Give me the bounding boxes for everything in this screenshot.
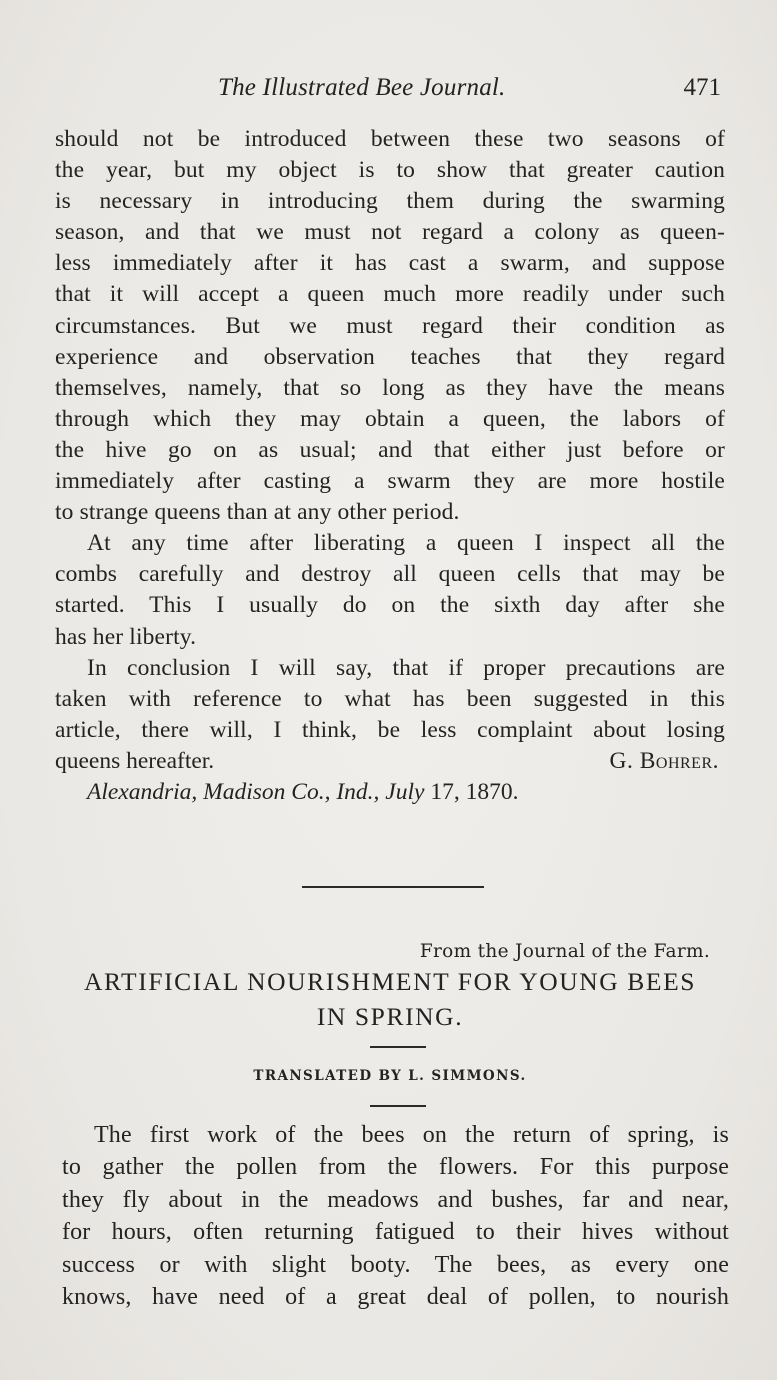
closing-line [55, 746, 725, 777]
dateline [55, 777, 725, 808]
text-line: to gather the pollen from the flowers. For this purpose [62, 1154, 729, 1181]
author-signature: G. Bohrer. [609, 747, 719, 774]
text-line: season, and that we must not regard a colony as queen- [55, 219, 725, 246]
text-line: At any time after liberating a queen I inspect all the [87, 530, 725, 557]
dateline-place: Alexandria, Madison Co., Ind., July [87, 778, 425, 805]
text-line: that it will accept a queen much more readily under such [55, 281, 725, 308]
text-line: immediately after casting a swarm they are more hostile [55, 468, 725, 495]
text-line: is necessary in introducing them during the swarming [55, 188, 725, 215]
article-1-body [55, 124, 725, 808]
text-line: knows, have need of a great deal of pollen, to nourish [62, 1283, 729, 1310]
text-line: started. This I usually do on the sixth day after she [55, 592, 725, 619]
text-line: circumstances. But we must regard their condition as [55, 312, 725, 339]
page-header [55, 74, 725, 106]
text-line: has her liberty. [55, 623, 197, 650]
text-line: success or with slight booty. The bees, as every one [62, 1251, 729, 1278]
text-line: themselves, namely, that so long as they have the means [55, 374, 725, 401]
text-line: taken with reference to what has been suggested in this [55, 685, 725, 712]
article-1-lines [55, 124, 725, 746]
section-divider [302, 886, 484, 888]
text-line: less immediately after it has cast a swarm, and suppose [55, 250, 725, 277]
translator-rule [370, 1105, 426, 1107]
closing-text: queens hereafter. [55, 747, 215, 774]
article-title-line-1: ARTIFICIAL NOURISHMENT FOR YOUNG BEES [83, 967, 697, 996]
text-line: they fly about in the meadows and bushes, far and near, [62, 1186, 729, 1213]
text-line: the year, but my object is to show that greater caution [55, 157, 725, 184]
title-rule [370, 1046, 426, 1048]
running-title: The Illustrated Bee Journal. [218, 74, 506, 101]
text-line: The first work of the bees on the return of spring, is [94, 1122, 729, 1148]
text-line: combs carefully and destroy all queen cells that may be [55, 561, 725, 588]
article-2-body [62, 1119, 729, 1313]
text-line: In conclusion I will say, that if proper precautions are [87, 654, 725, 681]
article-2-lines [62, 1119, 729, 1313]
dateline-date: 17, 1870. [430, 778, 519, 805]
source-attribution: From the Journal of the Farm. [419, 941, 710, 962]
translator-credit: TRANSLATED BY L. SIMMONS. [253, 1068, 527, 1084]
text-line: should not be introduced between these two seasons of [55, 126, 725, 152]
article-title-line-2: IN SPRING. [316, 1002, 464, 1031]
text-line: experience and observation teaches that they regard [55, 343, 725, 370]
text-line: to strange queens than at any other period. [55, 499, 460, 526]
text-line: the hive go on as usual; and that either just before or [55, 436, 725, 463]
text-line: for hours, often returning fatigued to their hives without [62, 1219, 729, 1246]
text-line: through which they may obtain a queen, the labors of [55, 405, 725, 432]
text-line: article, there will, I think, be less complaint about losing [55, 716, 725, 743]
page-number: 471 [683, 74, 721, 101]
